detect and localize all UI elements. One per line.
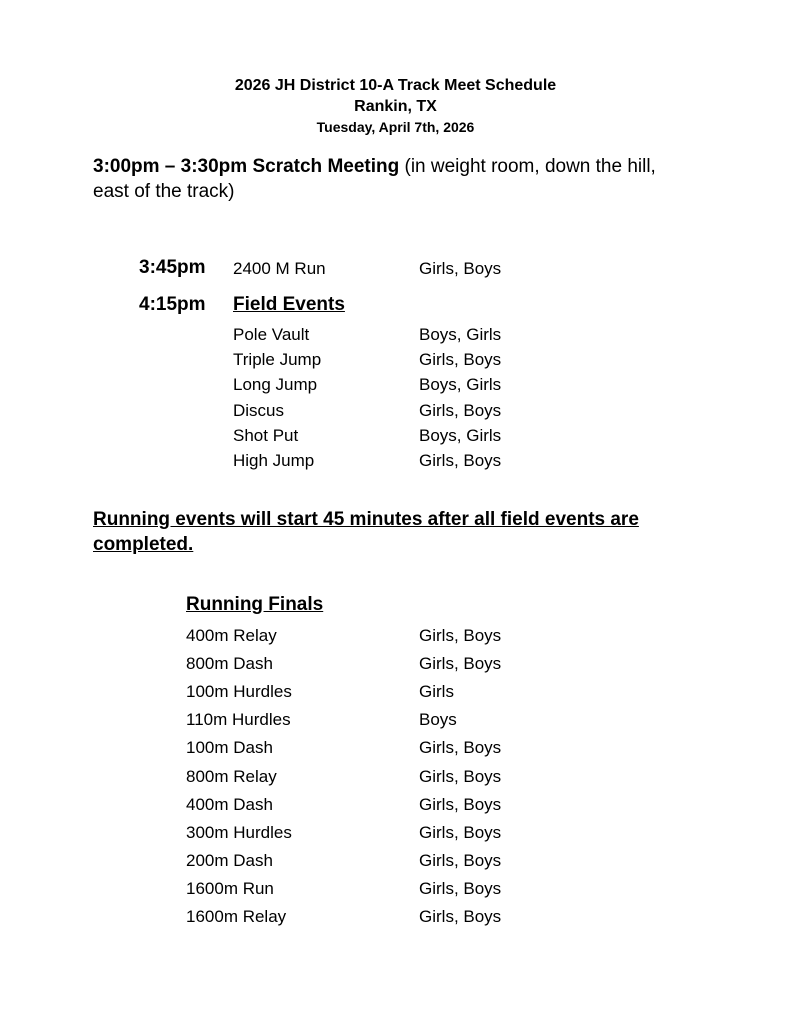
event-participants: Girls, Boys bbox=[419, 878, 502, 898]
event-participants: Girls, Boys bbox=[419, 766, 502, 786]
scratch-meeting-label: 3:00pm – 3:30pm Scratch Meeting bbox=[93, 156, 400, 177]
first-event-name: 2400 M Run bbox=[233, 259, 326, 278]
event-participants: Boys, Girls bbox=[419, 375, 502, 395]
event-participants: Girls, Boys bbox=[419, 907, 502, 926]
field-events-time: 4:15pm bbox=[139, 294, 206, 315]
scratch-meeting-line bbox=[93, 154, 693, 204]
first-event-participants: Girls, Boys bbox=[419, 259, 502, 278]
running-event-row bbox=[0, 907, 791, 931]
document-header bbox=[0, 76, 791, 137]
event-name: 800m Relay bbox=[186, 766, 277, 786]
running-event-row bbox=[0, 626, 791, 650]
event-name: 100m Dash bbox=[186, 738, 273, 758]
event-participants: Girls, Boys bbox=[419, 794, 502, 814]
running-event-row bbox=[0, 879, 791, 903]
field-event-row bbox=[0, 451, 791, 473]
running-event-row bbox=[0, 795, 791, 819]
running-event-row bbox=[0, 851, 791, 875]
running-event-row bbox=[0, 682, 791, 706]
event-participants: Girls, Boys bbox=[419, 738, 502, 758]
event-participants: Girls, Boys bbox=[419, 822, 502, 842]
event-participants: Girls, Boys bbox=[419, 350, 502, 370]
field-event-row bbox=[0, 401, 791, 423]
event-name: Triple Jump bbox=[233, 350, 322, 370]
event-name: 400m Dash bbox=[186, 794, 273, 814]
scratch-meeting-detail: (in weight room, down the hill, east of the track) bbox=[93, 156, 656, 202]
event-participants: Girls, Boys bbox=[419, 654, 502, 674]
event-name: 300m Hurdles bbox=[186, 822, 292, 842]
event-participants: Boys, Girls bbox=[419, 325, 502, 344]
event-participants: Boys bbox=[419, 710, 457, 730]
event-participants: Girls, Boys bbox=[419, 626, 502, 645]
running-event-row bbox=[0, 767, 791, 791]
event-name: 400m Relay bbox=[186, 626, 277, 645]
event-name: 200m Dash bbox=[186, 850, 273, 870]
event-participants: Girls, Boys bbox=[419, 850, 502, 870]
meet-date: Tuesday, April 7th, 2026 bbox=[316, 119, 475, 135]
event-name: Long Jump bbox=[233, 375, 318, 395]
event-name: High Jump bbox=[233, 451, 315, 470]
field-event-row bbox=[0, 426, 791, 448]
event-participants: Girls, Boys bbox=[419, 400, 502, 420]
meet-location: Rankin, TX bbox=[354, 98, 437, 115]
event-name: 1600m Relay bbox=[186, 907, 287, 926]
event-participants: Boys, Girls bbox=[419, 425, 502, 445]
event-name: 100m Hurdles bbox=[186, 682, 292, 702]
document-title: 2026 JH District 10-A Track Meet Schedule bbox=[234, 77, 557, 94]
event-participants: Girls, Boys bbox=[419, 451, 502, 470]
event-name: 800m Dash bbox=[186, 654, 273, 674]
running-event-row bbox=[0, 710, 791, 734]
running-finals-heading: Running Finals bbox=[186, 594, 324, 615]
event-name: Discus bbox=[233, 400, 285, 420]
event-participants: Girls bbox=[419, 682, 454, 702]
running-events-notice: Running events will start 45 minutes after all field events are completed. bbox=[93, 509, 639, 555]
first-event-time: 3:45pm bbox=[139, 257, 206, 278]
event-name: 110m Hurdles bbox=[186, 710, 291, 730]
field-event-row bbox=[0, 325, 791, 347]
running-event-row bbox=[0, 823, 791, 847]
event-name: Pole Vault bbox=[233, 325, 310, 344]
field-event-row bbox=[0, 350, 791, 372]
field-events-heading: Field Events bbox=[233, 294, 345, 315]
field-event-row bbox=[0, 375, 791, 397]
running-event-row bbox=[0, 654, 791, 678]
event-name: 1600m Run bbox=[186, 878, 274, 898]
running-event-row bbox=[0, 738, 791, 762]
event-name: Shot Put bbox=[233, 425, 299, 445]
